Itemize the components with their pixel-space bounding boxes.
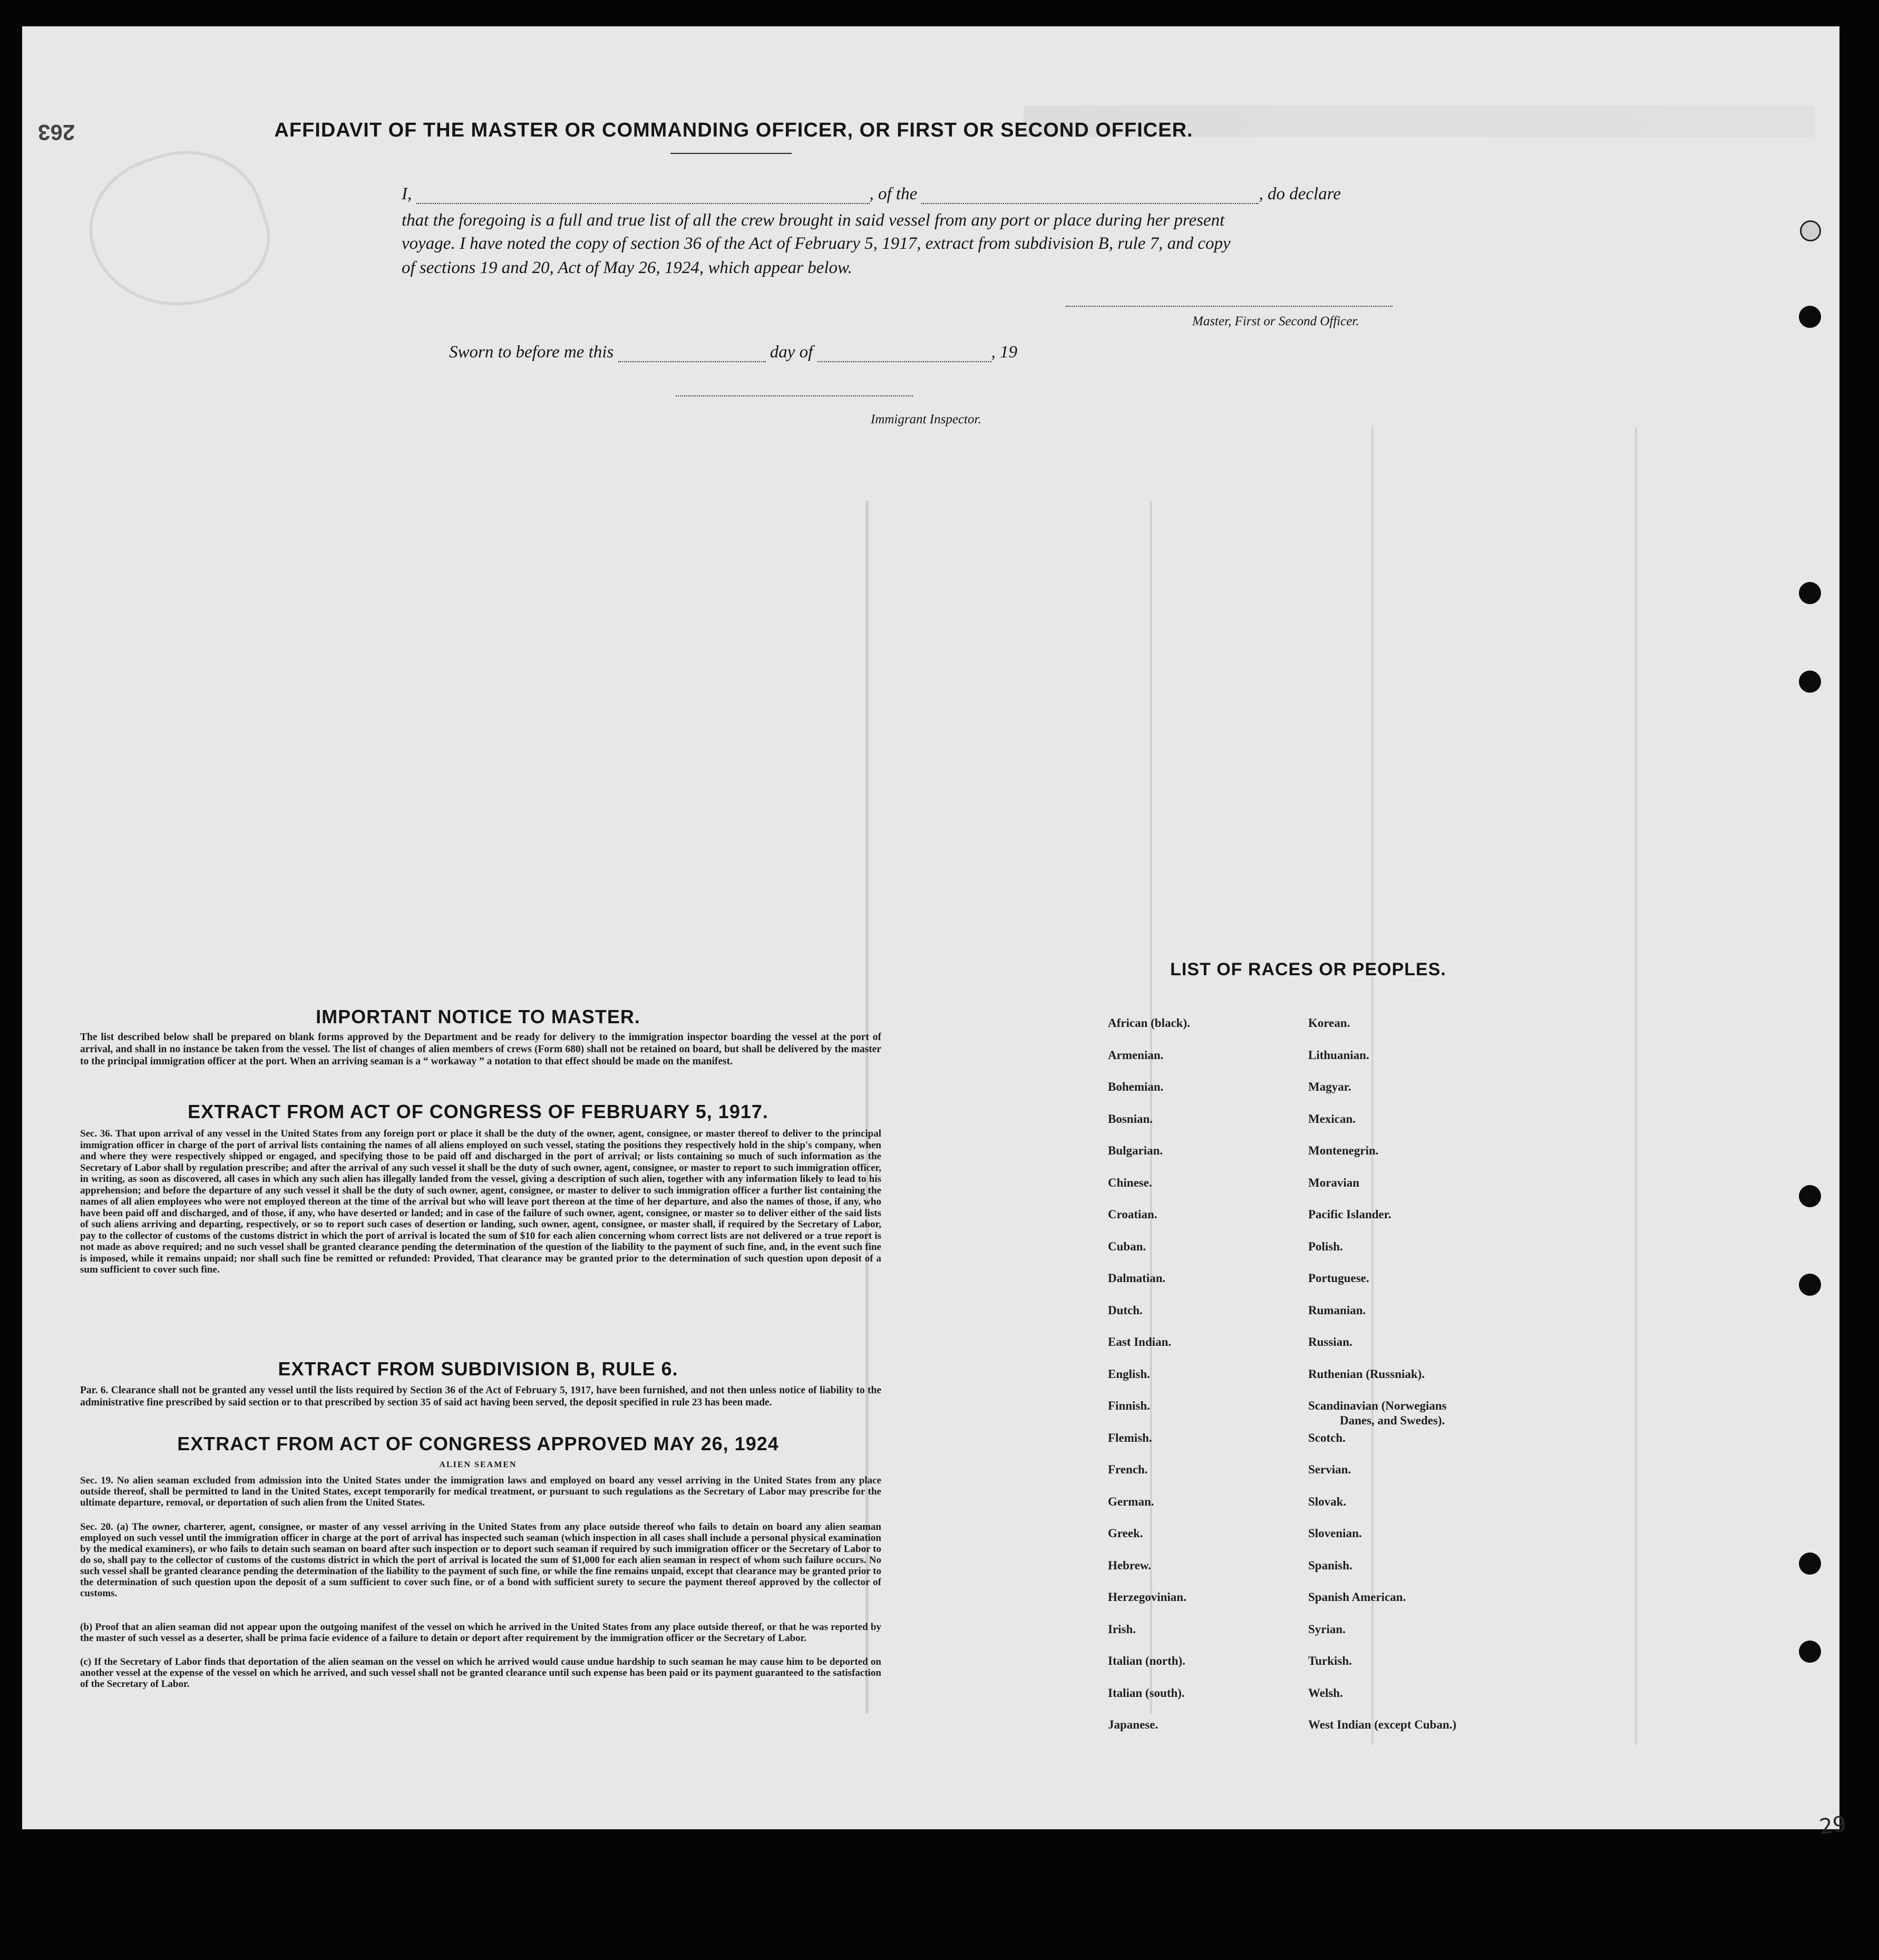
affidavit-declare: , do declare [1259,185,1341,203]
race-item: Chinese. [1108,1176,1152,1189]
name-field[interactable] [416,191,870,204]
title-rule [670,153,792,154]
extract-1917-title: EXTRACT FROM ACT OF CONGRESS OF FEBRUARY 5, 1917. [188,1101,768,1122]
important-notice-body: The list described below shall be prepared on blank forms approved by the Department and be ready for delivery to the immigration inspector boarding the vessel at the port of arrival, and shall in no instance be taken from the vessel. The list of changes of alien members of crews (Form 680) shall not be retained on board, but shall be delivered by the master to the principal immigration officer at the port. When an arriving seaman is a “ workaway ” a notation to that effect should be made on the manifest. [80,1032,881,1067]
race-item: Syrian. [1308,1622,1346,1636]
race-item: Magyar. [1308,1080,1351,1093]
affidavit-line-4: of sections 19 and 20, Act of May 26, 1924, which appear below. [402,258,852,277]
race-item: Spanish. [1308,1558,1352,1572]
race-item: Italian (south). [1108,1686,1185,1700]
race-item: Flemish. [1108,1431,1152,1444]
day-of-text: day of [770,343,813,362]
binder-hole [1799,306,1821,328]
race-item: Dutch. [1108,1303,1143,1317]
race-item: Mexican. [1308,1112,1356,1125]
affidavit-title: AFFIDAVIT OF THE MASTER OR COMMANDING OFFICER, OR FIRST OR SECOND OFFICER. [274,119,1193,141]
affidavit-of-the: , of the [869,185,918,203]
race-item: Scandinavian (Norwegians [1308,1399,1447,1412]
binder-hole [1800,220,1821,241]
affidavit-line-1 [402,185,1440,204]
sworn-date-field[interactable] [618,350,766,362]
reverse-side-column-lines-3 [1371,427,1374,1745]
race-item: Moravian [1308,1176,1360,1189]
race-item: French. [1108,1463,1148,1476]
race-item: Italian (north). [1108,1654,1185,1667]
extract-1924-sec20b: (b) Proof that an alien seaman did not appear upon the outgoing manifest of the vessel on which he arrived in the United States from any place outside thereof, or that he was reported by the master of such vessel as a deserter, shall be prima facie evidence of a failure to detain or deport after requirement by the immigration officer or the Secretary of Labor. [80,1622,881,1644]
race-item: Ruthenian (Russniak). [1308,1367,1425,1381]
extract-1924-sec20a: Sec. 20. (a) The owner, charterer, agent, consignee, or master of any vessel arriving in the United States from any place outside thereof who fails to detain on board any alien seaman employed on such vessel until the immigration officer in charge at the port of arrival has inspected such seaman (which inspection in all cases shall include a personal physical examination by the medical examiners), or who fails to detain such seaman on board after such inspection or to deport such seaman if required by such immigration officer or the Secretary of Labor to do so, shall pay to the collector of customs of the customs district in which the port of arrival is located the sum of $1,000 for each alien seaman in respect of whom such failure occurs. No such vessel shall be granted clearance pending the determination of the liability to the payment of such fine, or while the fine remains unpaid, except that clearance may be granted prior to the determination of such question upon the deposit of a sum sufficient to cover such fine, or of a bond with sufficient surety to secure the payment thereof approved by the collector of customs. [80,1521,881,1599]
subdivision-title: EXTRACT FROM SUBDIVISION B, RULE 6. [278,1358,678,1380]
race-item: Dalmatian. [1108,1272,1166,1285]
race-item: Korean. [1308,1016,1350,1030]
race-item: East Indian. [1108,1335,1172,1348]
subdivision-body: Par. 6. Clearance shall not be granted any vessel until the lists required by Section 36 of the Act of February 5, 1917, have been furnished, and not then unless notice of liability to the administrative fine prescribed by said section or to that prescribed by section 35 of said act having been served, the deposit specified in rule 23 has been made. [80,1385,881,1408]
race-item: Japanese. [1108,1718,1158,1731]
race-item: Rumanian. [1308,1303,1366,1317]
race-item: Irish. [1108,1622,1136,1636]
sworn-text: Sworn to before me this [449,343,614,362]
master-caption: Master, First or Second Officer. [1192,314,1359,328]
document-page [22,26,1848,1840]
race-item: Turkish. [1308,1654,1352,1667]
race-item: African (black). [1108,1016,1190,1030]
page-stamp: 263 [38,120,75,145]
race-item: Spanish American. [1308,1590,1406,1604]
corner-page-number: 29 [1818,1811,1848,1840]
race-item: German. [1108,1495,1154,1508]
affidavit-line-3: voyage. I have noted the copy of section 36 of the Act of February 5, 1917, extract from subdivision B, rule 7, and copy [402,234,1231,253]
race-item: Bulgarian. [1108,1144,1163,1157]
race-item: Slovak. [1308,1495,1347,1508]
race-item: Finnish. [1108,1399,1150,1412]
race-item: Cuban. [1108,1239,1146,1253]
race-item: Portuguese. [1308,1272,1369,1285]
inspector-caption: Immigrant Inspector. [871,412,981,426]
important-notice-title: IMPORTANT NOTICE TO MASTER. [316,1006,640,1027]
extract-1917-body: Sec. 36. That upon arrival of any vessel in the United States from any foreign port or place it shall be the duty of the owner, agent, consignee, or master thereof to deliver to the principal immigration officer in charge of the port of arrival lists containing the names of all aliens employed on such vessel, stating the positions they respectively hold in the ship's company, when and where they were respectively shipped or engaged, and specifying those to be paid off and discharged in the port of arrival; or lists containing so much of such information as the Secretary of Labor shall by regulation prescribe; and after the arrival of any such vessel it shall be the duty of such owner, agent, consignee, or master to report to such immigration officer, in writing, as soon as discovered, all cases in which any such alien has illegally landed from the vessel, giving a description of such alien, together with any information likely to lead to his apprehension; and before the departure of any such vessel it shall be the duty of such owner, agent, consignee, or master to deliver to such immigration officer a further list containing the names of all alien employees who were not employed thereon at the time of the arrival but who will leave port thereon at the time of her departure, and also the names of those, if any, who have been paid off and discharged, and of those, if any, who have deserted or landed; and in case of the failure of such owner, agent, consignee, or master so to deliver either of the said lists of such aliens arriving and departing, respectively, or so to report such cases of desertion or landing, such owner, agent, consignee, or master shall, if required by the Secretary of Labor, pay to the collector of customs of the customs district in which the port of arrival is located the sum of $10 for each alien concerning whom correct lists are not delivered or a true report is not made as above required; and no such vessel shall be granted clearance pending the determination of the question of the liability to the payment of such fine, and, in the event such fine is imposed, while it remains unpaid; nor shall such fine be remitted or refunded: Provided, That clearance may be granted prior to the determination of such question upon deposit of a sum sufficient to cover such fine. [80,1128,881,1275]
affidavit-line-2: that the foregoing is a full and true list of all the crew brought in said vessel from any port or place during her present [402,211,1225,230]
extract-1924-sec20c: (c) If the Secretary of Labor finds that deportation of the alien seaman on the vessel on which he arrived would cause undue hardship to such seaman he may cause him to be deported on another vessel at the expense of the vessel on which he arrived, and such vessel shall not be granted clearance until such expense has been paid or its payment guaranteed to the satisfaction of the Secretary of Labor. [80,1656,881,1690]
binder-hole [1799,1641,1821,1663]
extract-1924-subtitle: ALIEN SEAMEN [439,1460,517,1469]
year-text: , 19 [991,343,1018,362]
race-item: Hebrew. [1108,1558,1151,1572]
reverse-side-column-lines-4 [1635,427,1637,1745]
race-item: Bohemian. [1108,1080,1164,1093]
race-item: Servian. [1308,1463,1351,1476]
race-item: Welsh. [1308,1686,1343,1700]
faint-handwritten-mark [71,130,285,330]
race-item: Greek. [1108,1527,1143,1540]
race-item: Slovenian. [1308,1527,1362,1540]
month-field[interactable] [817,350,991,362]
race-item: Croatian. [1108,1208,1157,1221]
race-item: Pacific Islander. [1308,1208,1391,1221]
master-signature-line[interactable] [1066,306,1393,307]
race-item: Armenian. [1108,1048,1164,1062]
race-item: Lithuanian. [1308,1048,1369,1062]
race-item: Montenegrin. [1308,1144,1379,1157]
inspector-signature-line[interactable] [676,395,913,396]
race-item: Scotch. [1308,1431,1346,1444]
binder-hole [1799,1553,1821,1575]
races-list-title: LIST OF RACES OR PEOPLES. [1170,959,1446,979]
race-item: English. [1108,1367,1150,1381]
race-item: Bosnian. [1108,1112,1153,1125]
extract-1924-sec19: Sec. 19. No alien seaman excluded from admission into the United States under the immigration laws and employed on board any vessel arriving in the United States from any place outside thereof, shall be permitted to land in the United States, except temporarily for medical treatment, or pursuant to such regulations as the Secretary of Labor may prescribe for the ultimate departure, removal, or deportation of such alien from the United States. [80,1475,881,1508]
binder-hole [1799,582,1821,604]
race-item: Danes, and Swedes). [1340,1414,1445,1427]
binder-hole [1799,671,1821,693]
vessel-field[interactable] [921,191,1259,204]
race-item: Herzegovinian. [1108,1590,1186,1604]
sworn-line [449,343,1187,362]
binder-hole [1799,1274,1821,1296]
race-item: Polish. [1308,1239,1343,1253]
race-item: West Indian (except Cuban.) [1308,1718,1457,1731]
race-item: Russian. [1308,1335,1352,1348]
affidavit-i: I, [402,185,412,203]
reverse-side-column-lines-2 [1150,501,1152,1713]
binder-hole [1799,1185,1821,1207]
extract-1924-title: EXTRACT FROM ACT OF CONGRESS APPROVED MAY 26, 1924 [177,1433,779,1454]
